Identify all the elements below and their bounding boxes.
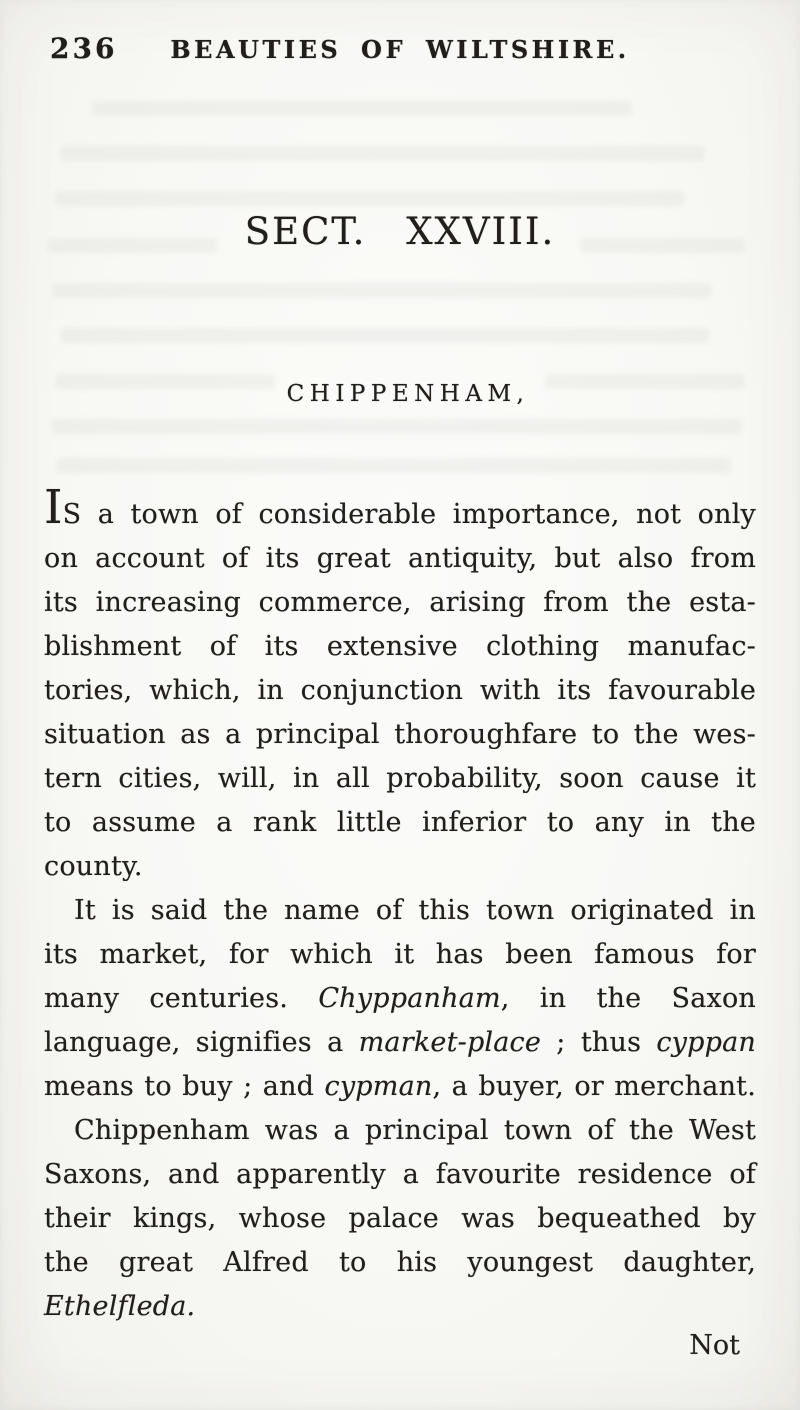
- text-segment: to assume a rank little inferior to any in the: [44, 807, 756, 838]
- text-line: [44, 801, 756, 845]
- text-segment: on account of its great antiquity, but also from: [44, 543, 756, 574]
- text-segment: Ethelfleda.: [44, 1291, 196, 1322]
- text-line: [44, 625, 756, 669]
- text-line: [44, 1109, 756, 1153]
- text-line: [44, 537, 756, 581]
- bleed-through-line: [92, 101, 632, 116]
- text-line: [44, 845, 756, 889]
- text-line: [44, 480, 756, 537]
- page-number: 236: [50, 32, 118, 65]
- text-segment: many centuries.: [44, 983, 319, 1014]
- text-segment: situation as a principal thoroughfare to the wes-: [44, 719, 756, 750]
- text-line: [44, 713, 756, 757]
- bleed-through-line: [60, 146, 705, 161]
- bleed-through-line: [60, 328, 710, 343]
- text-line: [44, 889, 756, 933]
- bleed-through-line: [52, 283, 712, 298]
- catchword: Not: [689, 1330, 740, 1361]
- body-text: [44, 480, 756, 1329]
- text-segment: blishment of its extensive clothing manufac-: [44, 631, 756, 662]
- text-line: [44, 1153, 756, 1197]
- text-segment: tories, which, in conjunction with its favourable: [44, 675, 756, 706]
- text-segment: the great Alfred to his youngest daughter,: [44, 1247, 756, 1278]
- text-line: [44, 933, 756, 977]
- text-segment: cyppan: [656, 1027, 756, 1058]
- text-line: [44, 669, 756, 713]
- text-line: [44, 977, 756, 1021]
- text-segment: means to buy ; and: [44, 1071, 325, 1102]
- text-segment: cypman: [324, 1071, 433, 1102]
- text-segment: tern cities, will, in all probability, soon cause it: [44, 763, 756, 794]
- text-segment: their kings, whose palace was bequeathed by: [44, 1203, 756, 1234]
- bleed-through-line: [56, 458, 731, 473]
- text-segment: It is said the name of this town originated in: [74, 895, 756, 926]
- text-line: [44, 1285, 756, 1329]
- text-line: [44, 1241, 756, 1285]
- text-line: [44, 581, 756, 625]
- bleed-through-line: [55, 191, 685, 206]
- text-segment: ; thus: [541, 1027, 657, 1058]
- page-header: [0, 32, 800, 66]
- initial-capital: I: [44, 480, 63, 535]
- text-segment: Chyppanham: [318, 983, 501, 1014]
- bleed-through-line: [52, 419, 742, 434]
- text-segment: Chippenham was a principal town of the West: [74, 1115, 756, 1146]
- text-segment: , in the Saxon: [500, 983, 756, 1014]
- text-segment: S a town of considerable importance, not only: [62, 499, 756, 530]
- running-header: BEAUTIES OF WILTSHIRE.: [170, 35, 630, 64]
- text-segment: Saxons, and apparently a favourite residence of: [44, 1159, 756, 1190]
- text-segment: its market, for which it has been famous for: [44, 939, 756, 970]
- text-line: [44, 757, 756, 801]
- section-heading: SECT. XXVIII.: [244, 210, 556, 253]
- chapter-heading: CHIPPENHAM,: [286, 381, 530, 407]
- text-segment: county.: [44, 851, 143, 882]
- text-segment: its increasing commerce, arising from the esta-: [44, 587, 756, 618]
- text-segment: market-place: [358, 1027, 542, 1058]
- text-line: [44, 1197, 756, 1241]
- text-line: [44, 1065, 756, 1109]
- text-segment: language, signifies a: [44, 1027, 359, 1058]
- text-line: [44, 1021, 756, 1065]
- text-segment: , a buyer, or merchant.: [432, 1071, 756, 1102]
